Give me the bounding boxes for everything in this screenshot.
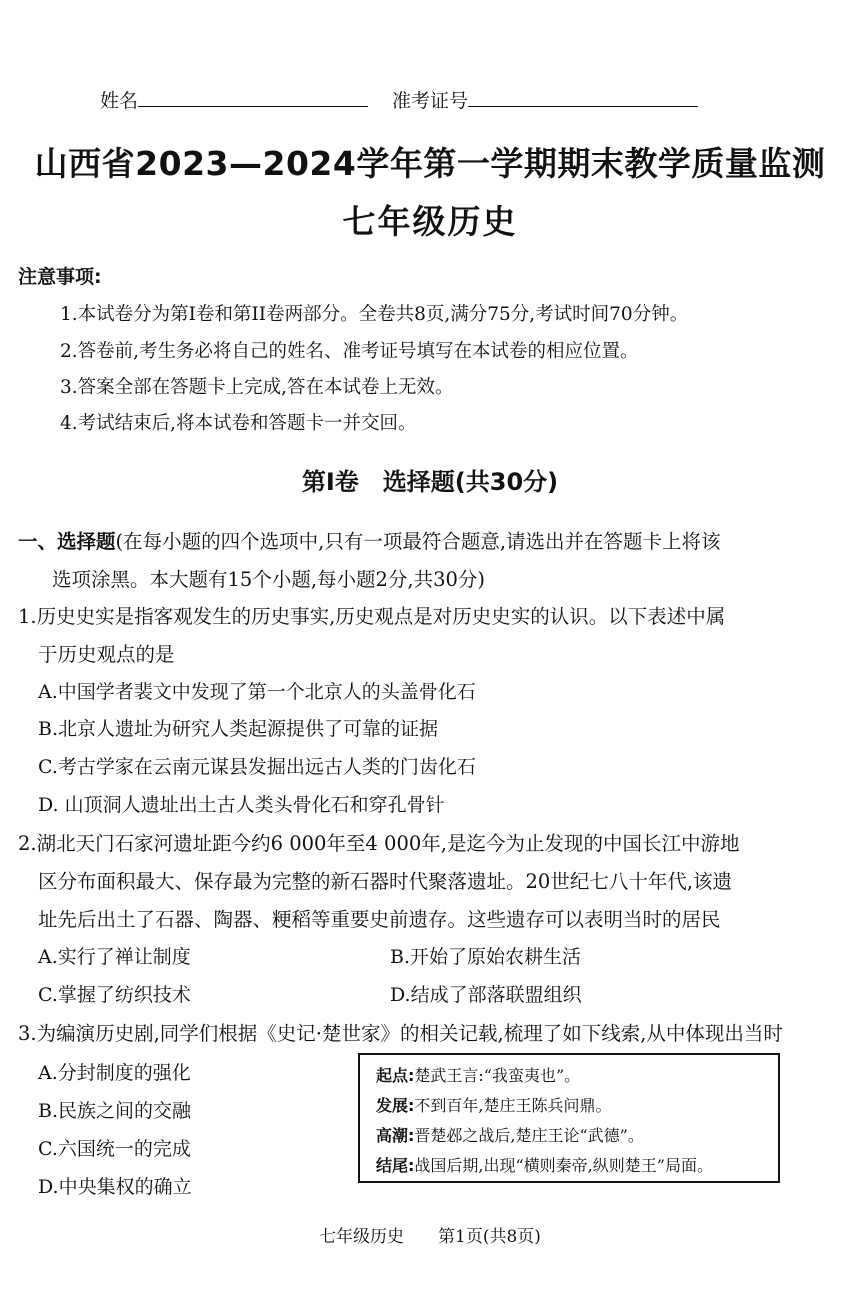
question-1-option-b[interactable]: B.北京人遗址为研究人类起源提供了可靠的证据	[38, 718, 439, 740]
question-2-option-c[interactable]: C.掌握了纺织技术	[38, 984, 191, 1006]
question-3-option-a[interactable]: A.分封制度的强化	[38, 1062, 191, 1084]
clue-text: 战国后期,出现“横则秦帝,纵则楚王”局面。	[414, 1156, 713, 1175]
part1-instruction-line1: (在每小题的四个选项中,只有一项最符合题意,请选出并在答题卡上将该	[115, 530, 721, 553]
name-label: 姓名	[100, 90, 139, 112]
clue-ending	[376, 1153, 713, 1176]
question-3-option-d[interactable]: D.中央集权的确立	[38, 1176, 192, 1198]
question-2-stem-cont: 址先后出土了石器、陶器、粳稻等重要史前遗存。这些遗存可以表明当时的居民	[38, 908, 721, 931]
question-2-stem: 2.湖北天门石家河遗址距今约6 000年至4 000年,是迄今为止发现的中国长江中游地	[18, 832, 740, 855]
question-3-option-c[interactable]: C.六国统一的完成	[38, 1138, 191, 1160]
question-3-stem: 3.为编演历史剧,同学们根据《史记·楚世家》的相关记载,梳理了如下线索,从中体现出当时	[18, 1022, 783, 1045]
question-1-stem: 1.历史史实是指客观发生的历史事实,历史观点是对历史史实的认识。以下表述中属	[18, 605, 726, 628]
clue-label: 发展:	[376, 1096, 415, 1115]
question-2-option-a[interactable]: A.实行了禅让制度	[38, 946, 191, 968]
question-1-stem-cont: 于历史观点的是	[38, 643, 175, 666]
name-blank[interactable]	[138, 88, 368, 107]
clue-box	[358, 1053, 780, 1183]
exam-subtitle: 七年级历史	[342, 202, 518, 241]
clue-start	[376, 1063, 580, 1086]
notice-item: 3.答案全部在答题卡上完成,答在本试卷上无效。	[60, 377, 454, 398]
exam-id-blank[interactable]	[468, 88, 698, 107]
clue-text: 不到百年,楚庄王陈兵问鼎。	[414, 1096, 612, 1115]
part1-label: 一、选择题	[18, 530, 116, 553]
clue-label: 高潮:	[376, 1126, 415, 1145]
clue-development	[376, 1093, 612, 1116]
notice-item: 4.考试结束后,将本试卷和答题卡一并交回。	[60, 413, 417, 434]
notice-heading: 注意事项:	[18, 266, 102, 288]
clue-label: 结尾:	[376, 1156, 415, 1175]
question-3-option-b[interactable]: B.民族之间的交融	[38, 1100, 192, 1122]
question-1-option-a[interactable]: A.中国学者裴文中发现了第一个北京人的头盖骨化石	[38, 681, 476, 703]
clue-climax	[376, 1123, 644, 1146]
exam-title: 山西省2023—2024学年第一学期期末教学质量监测	[34, 144, 826, 183]
notice-item: 1.本试卷分为第I卷和第II卷两部分。全卷共8页,满分75分,考试时间70分钟。	[60, 304, 689, 325]
name-field	[100, 86, 368, 113]
section-title: 第I卷 选择题(共30分)	[301, 468, 559, 496]
exam-id-field	[392, 86, 698, 113]
question-2-option-d[interactable]: D.结成了部落联盟组织	[390, 984, 582, 1006]
part1-instruction	[18, 526, 721, 554]
page-footer: 七年级历史 第1页(共8页)	[319, 1227, 541, 1247]
part1-instruction-line2: 选项涂黑。本大题有15个小题,每小题2分,共30分)	[52, 568, 486, 591]
notice-item: 2.答卷前,考生务必将自己的姓名、准考证号填写在本试卷的相应位置。	[60, 341, 639, 362]
clue-label: 起点:	[376, 1066, 415, 1085]
clue-text: 楚武王言:“我蛮夷也”。	[414, 1066, 581, 1085]
exam-id-label: 准考证号	[392, 90, 469, 112]
question-2-stem-cont: 区分布面积最大、保存最为完整的新石器时代聚落遗址。20世纪七八十年代,该遗	[38, 870, 733, 893]
question-1-option-d[interactable]: D. 山顶洞人遗址出土古人类头骨化石和穿孔骨针	[38, 794, 445, 816]
question-1-option-c[interactable]: C.考古学家在云南元谋县发掘出远古人类的门齿化石	[38, 756, 476, 778]
question-2-option-b[interactable]: B.开始了原始农耕生活	[390, 946, 582, 968]
clue-text: 晋楚邲之战后,楚庄王论“武德”。	[414, 1126, 644, 1145]
